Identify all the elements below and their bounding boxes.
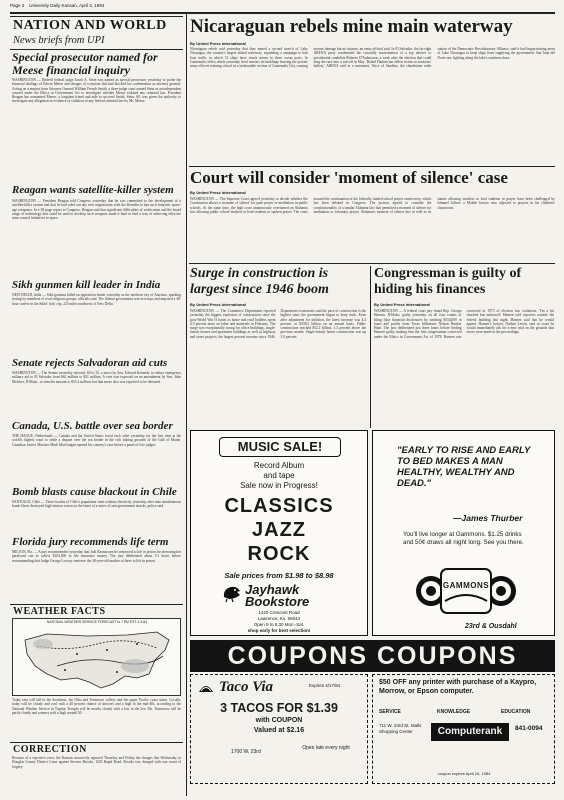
store-city: Lawrence, Ks. 66044 xyxy=(257,616,301,621)
brief-body: NEW DELHI, India — Sikh gunmen killed an opposition leader yesterday as the northern city of Amritsar, sparking rioting by members of rival religious groups, officials said. The federal government sent in troops and imposed a 48-hour curfew in the Sikhs' holy city, 225 miles northwest of New Delhi. xyxy=(12,293,181,306)
story-byline: By United Press International xyxy=(190,302,246,307)
brief-body: THE HAGUE, Netherlands — Canada and the United States faced each other yesterday for the first time at the world's highest court to settle a dispute over the sea border in the rich fishing grounds of the Gulf of Maine. Canadian Justice Minister Mark MacGuigan opened his country's case before a panel of five judges. xyxy=(12,434,181,447)
column-divider xyxy=(186,14,187,796)
brief-body: WASHINGTON — The Senate yesterday rejected, 60 to 35, a move by Sen. Edward Kennedy to reduce emergency military aid to El Salvador from $62 million to $21 million. A vote was expected on an amendment by Sen. John Melcher, D-Mont., to trim the amount to $55.4 million, but that move also was expected to be defeated. xyxy=(12,371,181,384)
taco-with: with COUPON xyxy=(255,717,303,724)
brief-headline: Florida jury recommends life term xyxy=(12,536,169,548)
comp-offer: $50 OFF any printer with purchase of a Kaypro, Morrow, or Epson computer. xyxy=(379,679,537,695)
section-title: NATION AND WORLD xyxy=(13,18,167,33)
taco-logo: Taco Via xyxy=(219,679,274,695)
ad-quote-attribution: —James Thurber xyxy=(453,513,523,523)
store-tag: shop early for best selection! xyxy=(247,628,311,633)
music-sale-ad xyxy=(190,430,368,636)
brief-headline: Bomb blasts cause blackout in Chile xyxy=(12,486,177,498)
taco-coupon[interactable] xyxy=(190,674,368,784)
ad-offer: You'll live longer at Gammons. $1.25 drinks and 50¢ draws all night long. See you there. xyxy=(403,531,524,546)
store-name: Bookstore xyxy=(245,594,310,609)
brief-body: WASHINGTON — President Reagan told Congress yesterday that he was committed to the development of a satellite-killer system and that he had ruled out any new negotiations with the Kremlin to ban such futuristic space-age weaponry. In a 38-page report to Congress, Reagan said that significant difficulties of verification and the broad range of technology that could be used to develop such weapons made it hard to find a way of achieving effective arms control initiatives in space. xyxy=(12,199,181,221)
story-byline: By United Press International xyxy=(190,190,246,195)
comp-tag-service: SERVICE xyxy=(379,709,401,715)
ad-genre: CLASSICS xyxy=(224,495,334,517)
store-name: Jayhawk xyxy=(245,582,300,597)
coupons-banner xyxy=(190,640,555,672)
correction-title: CORRECTION xyxy=(13,744,87,755)
brief-headline: Canada, U.S. battle over sea border xyxy=(12,420,173,432)
brief-body: SANTIAGO, Chile — Three-fourths of Chile's population went without electricity yesterday after nine simultaneous bomb blasts destroyed high-tension towers in the latest of a series of anti-government attacks, police said. xyxy=(12,500,181,509)
ad-genre: ROCK xyxy=(247,543,311,565)
weather-text: Today rain will fall in the Southeast, the Ohio and Tennessee valleys and the upper Pacific coast states. Locally, today will be cloudy and cool with a 40 percent chance of showers and a high in the mid-40s, according to the National Weather Service in Topeka. Tonight will be mostly cloudy with a low in the low 30s. Tomorrow will be partly cloudy and warmer with a high around 50. xyxy=(12,698,181,715)
ad-quote: "EARLY TO RISE AND EARLY TO BED MAKES A MAN HEALTHY, WEALTHY AND DEAD." xyxy=(397,445,531,489)
jayhawk-icon xyxy=(221,583,243,603)
weather-title: WEATHER FACTS xyxy=(13,606,106,617)
comp-address: 711 W. 23rd St. Malls Shopping Center xyxy=(379,723,422,734)
taco-hours: Open late every night xyxy=(302,745,350,751)
brief-body: WASHINGTON — Retired federal judge Jacob A. Stein was named as special prosecutor yesterday to probe the financial dealings of Edwin Meese and charges of cronyism that had blocked his confirmation as attorney general. Acting on a request from Attorney General William French Smith, a three-judge court named Stein as an independent counsel under the Ethics in Government Act to investigate whether Meese violated any criminal law. President Reagan has nominated Meese, a longtime friend and aide to succeed Smith. Stein, 68, was given the authority to investigate any allegation or evidence of violation of any federal criminal law by Mr. Meese. xyxy=(12,78,181,104)
ad-line: Record Album xyxy=(253,461,305,470)
brief-headline: Senate rejects Salvadoran aid cuts xyxy=(12,357,168,369)
gammons-address: 23rd & Ousdahl xyxy=(465,623,517,630)
left-column xyxy=(10,14,183,796)
story-rule xyxy=(189,263,555,264)
store-hours: Open 9 to 5:30 Mon.-Sat. xyxy=(253,622,305,627)
correction-rule xyxy=(10,742,183,743)
brief-headline: Reagan wants satellite-killer system xyxy=(12,184,174,196)
story-rule xyxy=(189,166,555,167)
taco-offer: 3 TACOS FOR $1.39 xyxy=(220,701,338,715)
correction-text: Because of a reporter's error, the Kansan incorrectly reported Thursday and Friday the charges that Wednesday in Douglas County District Court against Stevens Brooks, 1035 Rapid Road. Brooks was charged with one count of forgery. xyxy=(12,756,181,769)
story-headline: Nicaraguan rebels mine main waterway xyxy=(190,16,513,37)
story-body: WASHINGTON — The Commerce Department reported yesterday the biggest explosion of construction since the post-World War II boom as home and road builders spent 4.9 percent more on labor and materials in February. The surge was exceptionally strong for office buildings, single-family houses and apartment buildings as well as highway and street projects, the largest percent increase since 1946. Department economists said the pace of construction is the highest since the government began to keep track. Even after adjustment for inflation, the latest increase was 4.4 percent, to $338.2 billion on an annual basis. Public construction reached $52.2 billion, 1.3 percent above the previous month. Single-family house construction was up 3.9 percent. xyxy=(190,309,366,339)
story-body: Nicaraguan rebels said yesterday that they mined a second stretch of Lake Nicaragua, the country's largest inland waterway, expanding a campaign to halt boat traffic in which 12 ships have struck mines in three ocean ports. In Guatemala, leftist rebels yesterday fired mortars on buildings housing the private army officers training school in a fashionable section of Guatemala City, causing serious damage but no injuries, an army official said. In El Salvador, the far-right ARENA party condemned the cowardly assassination of a top adviser to presidential candidate Roberto D'Aubuisson, a week after the election that could drag the race into a run-off in May. 'Rafael Hadam has fallen victim to assassins' bullets,' ARENA said in a statement. Voice of Sandino, the clandestine radio station of the Democratic Revolutionary Alliance, said it had begun mining areas of Lake Nicaragua to keep ships from supplying the government. San Juan del Norte saw fighting along the lake's southern shore. xyxy=(190,47,555,69)
ad-title: MUSIC SALE! xyxy=(219,437,341,457)
weather-map-caption: NATIONAL WEATHER SERVICE FORECAST to 7 PM EST 4-3-84 xyxy=(46,620,148,624)
comp-phone: 841-0094 xyxy=(515,725,543,732)
taco-value: Valued at $2.16 xyxy=(253,727,305,734)
page-number: Page 2 xyxy=(10,3,25,8)
coupons-banner-text: COUPONS COUPONS xyxy=(227,642,518,670)
story-headline: Congressman is guilty of hiding his finances xyxy=(374,266,522,297)
computerank-coupon[interactable] xyxy=(372,674,555,784)
column-divider xyxy=(370,266,371,428)
gammons-ad xyxy=(372,430,555,636)
taco-address: 1700 W. 23rd xyxy=(231,749,261,755)
gammons-logo: GAMMONS xyxy=(442,581,490,590)
page-header xyxy=(10,4,550,8)
taco-expires: Expires 4/17/84 xyxy=(309,683,341,688)
comp-tag-education: EDUCATION xyxy=(501,709,531,715)
us-map-icon xyxy=(17,626,177,694)
ad-genre: JAZZ xyxy=(252,519,306,541)
section-rule-top xyxy=(10,16,183,17)
story-headline: Surge in construction is largest since 1946 boom xyxy=(190,266,329,297)
brief-body: MILTON, Fla. — A jury recommended yesterday that Jodi Rasmussen be sentenced to life in prison for drowning her paralyzed son to collect $104,000 in life insurance money. The jury deliberated about 1½ hours before recommending that Judge George Lowrey sentence the 40-year-old mother of three to life in prison. xyxy=(12,550,181,563)
brief-headline: Special prosecutor named for Meese financial inquiry xyxy=(12,50,158,77)
store-address: 1420 Crescent Road xyxy=(258,610,300,615)
taco-icon xyxy=(197,679,215,697)
weather-map xyxy=(12,618,181,696)
gammons-logo-icon xyxy=(411,561,521,621)
story-body: WASHINGTON — A federal court jury found Rep. George Hansen, R-Idaho, guilty yesterday on all four counts of filing false financial disclosures by omitting $334,000 in loans and profits from Texas billionaire Nelson Bunker Hunt. The jury deliberated just three hours before finding Hansen guilty, making him the first congressman convicted under the Ethics in Government Act of 1978. Hansen was convicted in 1975 of election law violations. 'I'm a bit shocked but unbowed,' Hansen told reporters outside the federal building last night. Hansen said that he would appeal. Hansen's lawyer, Nathan Lewin, said in court he would immediately ask for a new trial on the grounds that errors were made in the proceedings. xyxy=(374,309,554,339)
ad-line: Sale now in Progress! xyxy=(240,481,318,490)
story-body: WASHINGTON — The Supreme Court agreed yesterday to decide whether the Constitution allows a 'moment of silence' for quiet prayer or meditation in public schools. At the same time, the high court unanimously overturned an Alabama law allowing public school teachers to lead students in spoken prayer. The court assured the continuation of the federally funded school prayer controversy, which has been debated in Congress. The justices agreed to consider the constitutionality of a similar Alabama law that permitted a moment of silence for meditation or voluntary prayer. Alabama's moment of silence law as well as its statute allowing teachers to lead students in prayer have been challenged by Ishmael Jaffree, a Mobile lawyer who objected to prayers in his children's classrooms. xyxy=(190,197,555,214)
story-byline: By United Press International xyxy=(190,41,246,46)
comp-logo: Computerank xyxy=(431,723,509,741)
story-headline: Court will consider 'moment of silence' case xyxy=(190,168,508,187)
ad-prices: Sale prices from $1.98 to $8.98 xyxy=(224,571,334,580)
ad-line: and tape xyxy=(263,471,295,480)
comp-tag-knowledge: KNOWLEDGE xyxy=(437,709,471,715)
comp-expires: coupon expires April 15, 1984 xyxy=(437,771,491,776)
weather-rule xyxy=(10,604,183,605)
story-byline: By United Press International xyxy=(374,302,430,307)
brief-headline: Sikh gunmen kill leader in India xyxy=(12,279,161,291)
paper-dateline: University Daily Kansan, April 3, 1984 xyxy=(29,3,105,8)
section-subtitle: News briefs from UPI xyxy=(13,35,105,46)
